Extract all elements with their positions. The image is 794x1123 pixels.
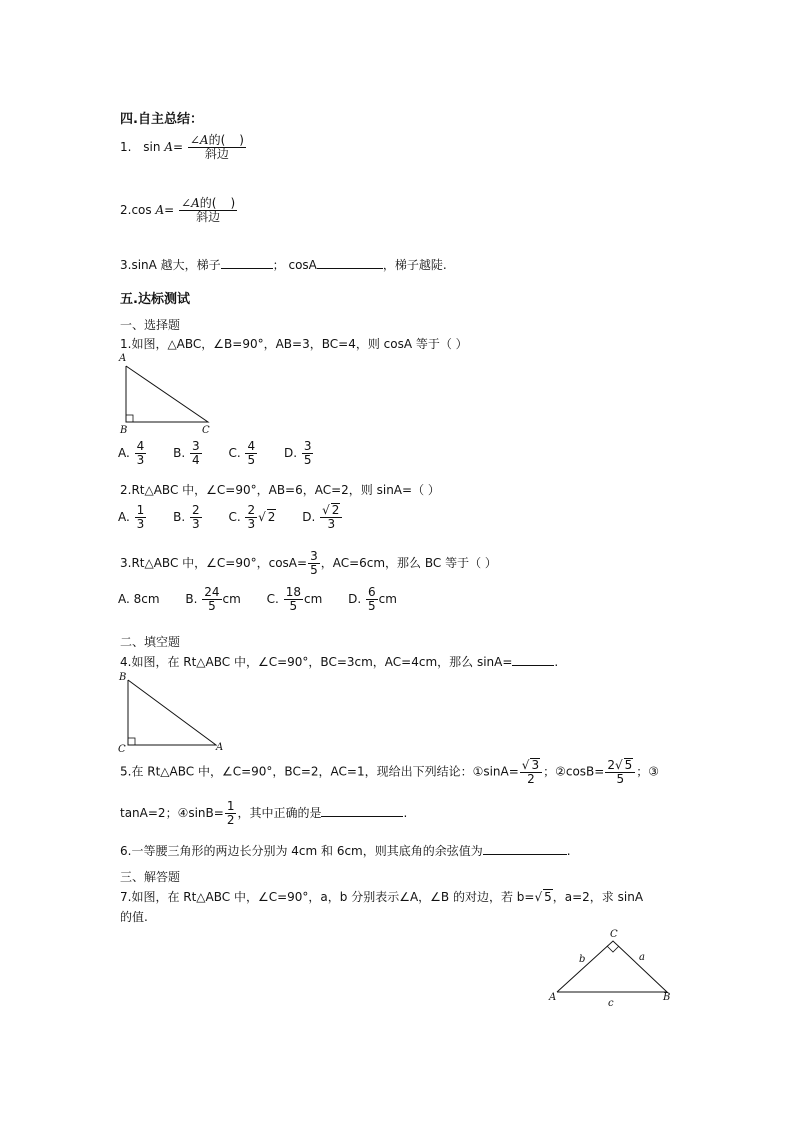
q2-option-a-num: 1 bbox=[136, 502, 145, 517]
q1-option-a-den: 3 bbox=[136, 453, 145, 468]
q1-option-c-letter: C. bbox=[228, 446, 241, 461]
formula-cos-eq: = bbox=[164, 203, 175, 218]
q2-option-b-den: 3 bbox=[191, 516, 200, 531]
q1-option-b[interactable] bbox=[173, 439, 203, 468]
q7-side-b: b bbox=[579, 954, 586, 965]
formula-cos-var: A bbox=[155, 203, 165, 218]
summary-heading: 四.自主总结： bbox=[120, 112, 203, 127]
q1-label-a: A bbox=[119, 353, 127, 364]
section-fill: 二、填空题 bbox=[120, 635, 181, 649]
q1-option-b-letter: B. bbox=[173, 446, 186, 461]
q3-option-c-letter: C. bbox=[266, 592, 279, 607]
q3-text-a: 3.Rt△ABC 中，∠C=90°，cosA= bbox=[120, 556, 308, 571]
q7-root: 5 bbox=[544, 890, 552, 904]
q7-line2: 的值. bbox=[120, 910, 148, 924]
q2-options bbox=[118, 503, 343, 531]
formula-sin-func: sin bbox=[143, 140, 161, 155]
q5-f3-den: 2 bbox=[226, 813, 235, 828]
q7-label-c: C bbox=[610, 929, 618, 940]
q7-side-c: c bbox=[608, 998, 614, 1009]
q2-option-a-den: 3 bbox=[136, 516, 145, 531]
q1-option-d-letter: D. bbox=[283, 446, 298, 461]
formula-sin-den: 斜边 bbox=[204, 147, 229, 162]
q3-option-c-unit: cm bbox=[303, 592, 323, 607]
q2-option-b-num: 2 bbox=[191, 502, 200, 517]
q3-text-b: ，AC=6cm，那么 BC 等于（ ） bbox=[320, 556, 497, 571]
q7-triangle bbox=[545, 926, 685, 1008]
q2-option-a-letter: A. bbox=[118, 509, 130, 524]
q1-option-a[interactable] bbox=[118, 439, 147, 468]
q5-text-b: ；②cosB= bbox=[543, 764, 605, 779]
q3-option-d-letter: D. bbox=[348, 592, 362, 607]
formula-sin-num-close: ) bbox=[239, 133, 244, 147]
q3-option-d-den: 5 bbox=[368, 599, 376, 614]
formula-cos-prefix: 2. bbox=[120, 203, 132, 218]
formula-sin-eq: = bbox=[172, 140, 184, 155]
q5-line1: 5.在 Rt△ABC 中，∠C=90°，BC=2，AC=1，现给出下列结论：①sinA= $\frac{√ 3}{2}$ ；②cosB= $\frac{2√ 5}{5}$ ；③ bbox=[120, 758, 660, 787]
q3-frac-den: 5 bbox=[310, 563, 318, 578]
q2-option-d-letter: D. bbox=[302, 509, 316, 524]
q1-label-b: B bbox=[120, 425, 128, 436]
formula-sin-fraction bbox=[188, 134, 246, 161]
q5-line2-a: tanA=2；④sinB= bbox=[120, 806, 224, 821]
q2-option-d-root: 2 bbox=[331, 503, 340, 517]
q3-option-d-num: 6 bbox=[368, 585, 376, 599]
q1-option-c-den: 5 bbox=[247, 453, 256, 468]
section-choice: 一、选择题 bbox=[120, 318, 181, 332]
q3-options bbox=[118, 586, 397, 613]
q4-text: 4.如图，在 Rt△ABC 中，∠C=90°，BC=3cm，AC=4cm，那么 sinA= bbox=[120, 655, 513, 669]
q5-line2 bbox=[120, 800, 407, 827]
q5-f1-den: 2 bbox=[527, 772, 535, 787]
q2-option-c-letter: C. bbox=[228, 509, 241, 524]
blank-ladder[interactable] bbox=[221, 256, 273, 269]
q7-label-b: B bbox=[663, 992, 671, 1003]
q1-option-d-den: 5 bbox=[303, 453, 312, 468]
q7-line1: 7.如图，在 Rt△ABC 中，∠C=90°，a，b 分别表示∠A，∠B 的对边，若 b=√ 5，a=2，求 sinA bbox=[120, 890, 644, 904]
q1-option-a-letter: A. bbox=[118, 446, 130, 461]
q6-blank[interactable] bbox=[483, 842, 567, 855]
q2-option-d[interactable]: D. $\frac{√ 2}{3}$ bbox=[302, 510, 343, 524]
q2-option-b[interactable] bbox=[173, 502, 203, 531]
q1-triangle bbox=[118, 352, 218, 436]
q1-label-c: C bbox=[202, 425, 210, 436]
q7-text-b: ，a=2，求 sinA bbox=[552, 890, 644, 904]
q5-text-c: ；③ bbox=[636, 764, 660, 779]
q4-triangle bbox=[116, 670, 228, 754]
test-heading: 五.达标测试 bbox=[120, 292, 190, 307]
formula-sin-angle: ∠A bbox=[189, 133, 209, 147]
q3-option-b-unit: cm bbox=[222, 592, 241, 607]
q5-f2-den: 5 bbox=[616, 772, 625, 787]
q4-label-a: A bbox=[216, 742, 224, 753]
q5-f1-root: 3 bbox=[531, 758, 540, 772]
q2-option-c[interactable]: C. $\frac{2}{3}$ √ 2 bbox=[228, 502, 276, 531]
q5-text-a: 5.在 Rt△ABC 中，∠C=90°，BC=2，AC=1，现给出下列结论：①sinA= bbox=[120, 764, 519, 779]
formula-cos-num-text: 的( bbox=[199, 196, 217, 210]
formula-cos-den: 斜边 bbox=[196, 210, 221, 225]
summary-line3-a: 3.sinA 越大，梯子 bbox=[120, 258, 221, 272]
q2-option-a[interactable] bbox=[118, 502, 147, 531]
q3-option-d-unit: cm bbox=[378, 592, 397, 607]
q4-line bbox=[120, 653, 558, 670]
q6-line bbox=[120, 842, 571, 859]
q2-option-c-den: 3 bbox=[247, 516, 256, 531]
q2-option-d-den: 3 bbox=[327, 517, 336, 532]
section-answer: 三、解答题 bbox=[120, 870, 181, 884]
q3-option-b[interactable] bbox=[185, 585, 241, 614]
q3-option-c[interactable] bbox=[266, 585, 323, 614]
q2-option-c-root: 2 bbox=[267, 509, 276, 524]
formula-cos-angle: ∠A bbox=[181, 196, 200, 210]
q1-option-a-num: 4 bbox=[136, 439, 145, 453]
blank-cosA[interactable] bbox=[317, 256, 383, 269]
formula-sin-num-text: 的( bbox=[208, 133, 226, 147]
formula-cos bbox=[120, 197, 238, 224]
summary-line3 bbox=[120, 256, 447, 273]
q5-line2-b: ，其中正确的是 bbox=[237, 806, 322, 821]
q6-text: 6.一等腰三角形的两边长分别为 4cm 和 6cm，则其底角的余弦值为 bbox=[120, 844, 483, 858]
q1-text: 1.如图，△ABC，∠B=90°，AB=3，BC=4，则 cosA 等于（ ） bbox=[120, 337, 468, 351]
q2-option-b-letter: B. bbox=[173, 509, 186, 524]
q1-option-c[interactable] bbox=[228, 439, 258, 468]
formula-cos-num-close: ) bbox=[230, 196, 236, 210]
q6-end: . bbox=[566, 844, 571, 858]
q5-f2-coef: 2 bbox=[607, 758, 615, 772]
q3-option-b-den: 5 bbox=[208, 599, 216, 614]
q2-option-c-num: 2 bbox=[247, 502, 256, 517]
q3-option-c-den: 5 bbox=[289, 599, 298, 614]
q3-option-a[interactable]: A. 8cm bbox=[118, 592, 160, 607]
q3-frac-num: 3 bbox=[310, 549, 318, 563]
q4-blank[interactable] bbox=[512, 653, 554, 666]
q3-text bbox=[120, 550, 497, 577]
q3-option-b-letter: B. bbox=[185, 592, 198, 607]
formula-cos-func: cos bbox=[131, 203, 152, 218]
q5-blank[interactable] bbox=[321, 804, 403, 817]
q1-option-b-den: 4 bbox=[191, 453, 200, 468]
q5-f3-num: 1 bbox=[226, 799, 235, 813]
q1-option-c-num: 4 bbox=[247, 439, 256, 453]
q4-end: . bbox=[554, 655, 559, 669]
q1-option-d[interactable] bbox=[283, 439, 315, 468]
summary-line3-c: ，梯子越陡. bbox=[382, 258, 447, 272]
q5-f2-root: 5 bbox=[624, 758, 633, 772]
q3-option-c-num: 18 bbox=[285, 585, 301, 599]
q7-label-a: A bbox=[549, 992, 557, 1003]
q3-option-d[interactable] bbox=[348, 585, 397, 614]
formula-sin-var: A bbox=[164, 140, 173, 155]
summary-line3-b: ； cosA bbox=[272, 258, 317, 272]
q4-label-c: C bbox=[118, 744, 126, 755]
q7-text-a: 7.如图，在 Rt△ABC 中，∠C=90°，a，b 分别表示∠A，∠B 的对边，若 b= bbox=[120, 890, 535, 904]
formula-cos-fraction bbox=[179, 197, 237, 224]
q1-options bbox=[118, 440, 314, 467]
q1-option-d-num: 3 bbox=[303, 439, 312, 453]
q1-option-b-num: 3 bbox=[191, 439, 200, 453]
q5-line2-end: . bbox=[403, 806, 408, 821]
q2-text: 2.Rt△ABC 中，∠C=90°，AB=6，AC=2，则 sinA=（ ） bbox=[120, 483, 440, 497]
q7-side-a: a bbox=[639, 952, 645, 963]
formula-sin bbox=[120, 134, 247, 161]
q4-label-b: B bbox=[119, 672, 127, 683]
formula-sin-prefix: 1. bbox=[120, 140, 132, 155]
q3-option-b-num: 24 bbox=[204, 585, 220, 599]
